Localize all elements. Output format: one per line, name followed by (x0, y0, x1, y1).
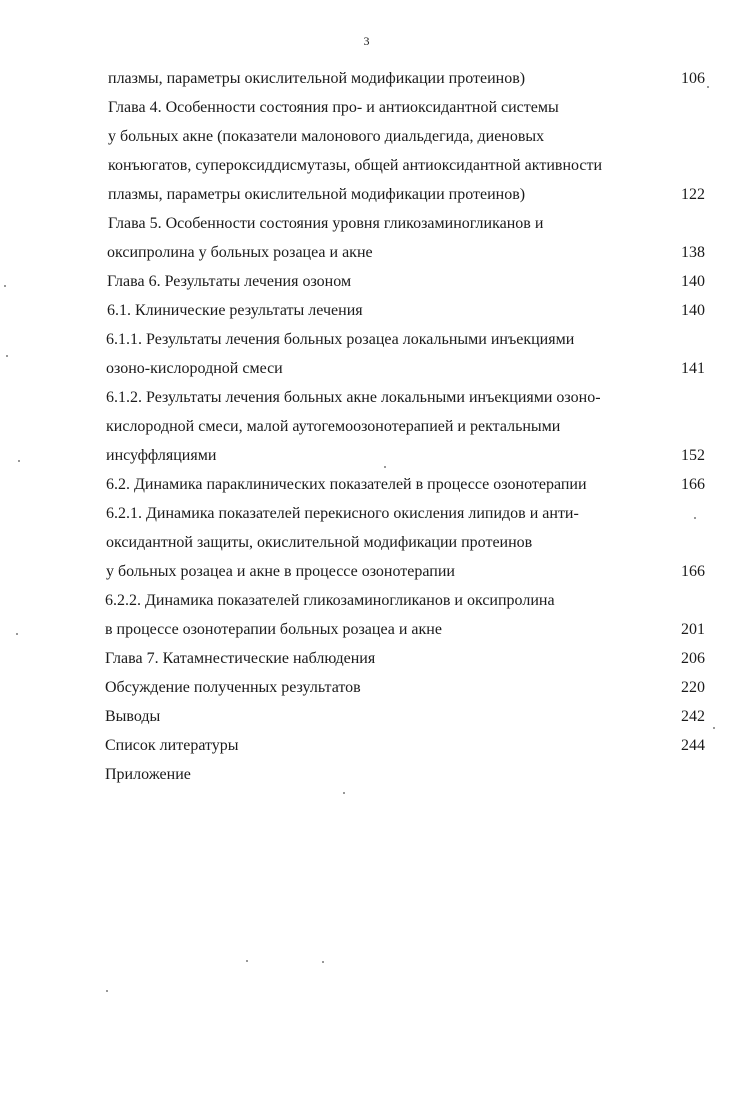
toc-entry (0, 209, 733, 238)
toc-entry-page: 201 (681, 621, 705, 638)
scan-speck (694, 517, 696, 519)
toc-entry-text: инсуффляциями (106, 447, 217, 464)
toc-entry (0, 296, 733, 325)
toc-entry-text: 6.2.1. Динамика показателей перекисного окисления липидов и анти- (106, 505, 579, 522)
toc-entry-text: 6.1. Клинические результаты лечения (107, 302, 363, 319)
toc-entry-text: конъюгатов, супероксиддисмутазы, общей антиоксидантной активности (108, 157, 603, 174)
toc-entry-page: 106 (681, 70, 705, 87)
scan-speck (16, 633, 18, 635)
toc-entry (0, 354, 733, 383)
toc-entry-text: плазмы, параметры окислительной модификации протеинов) (108, 70, 526, 87)
toc-entry (0, 122, 733, 151)
toc-entry-page: 152 (681, 447, 705, 464)
toc-entry-text: Глава 5. Особенности состояния уровня гликозаминогликанов и (108, 215, 544, 232)
toc-entry-text: озоно-кислородной смеси (106, 360, 283, 377)
toc-entry (0, 412, 733, 441)
toc-entry-text: у больных акне (показатели малонового диальдегида, диеновых (108, 128, 545, 145)
toc-entry (0, 702, 733, 731)
toc-entry-page: 244 (681, 737, 705, 754)
toc-entry (0, 64, 733, 93)
toc-entry (0, 180, 733, 209)
scan-speck (343, 792, 345, 794)
toc-entry-page: 122 (681, 186, 705, 203)
scan-speck (384, 466, 386, 468)
scan-speck (18, 460, 20, 462)
toc-entry-text: Приложение (105, 766, 191, 783)
toc-entry (0, 731, 733, 760)
toc-entry-text: оксипролина у больных розацеа и акне (107, 244, 373, 261)
toc-entry-text: 6.1.1. Результаты лечения больных розацеа локальными инъекциями (106, 331, 575, 348)
table-of-contents (0, 64, 733, 789)
toc-entry-page: 242 (681, 708, 705, 725)
scan-speck (713, 727, 715, 729)
toc-entry-page: 206 (681, 650, 705, 667)
toc-entry-text: 6.2. Динамика параклинических показателей в процессе озонотерапии (106, 476, 587, 493)
toc-entry (0, 644, 733, 673)
toc-entry (0, 93, 733, 122)
toc-entry-text: 6.2.2. Динамика показателей гликозаминогликанов и оксипролина (105, 592, 555, 609)
toc-entry (0, 383, 733, 412)
scan-speck (322, 961, 324, 963)
toc-entry (0, 470, 733, 499)
scan-speck (4, 285, 6, 287)
toc-entry-text: Выводы (105, 708, 161, 725)
toc-entry (0, 499, 733, 528)
page-number: 3 (363, 34, 370, 48)
toc-entry (0, 441, 733, 470)
toc-entry (0, 528, 733, 557)
toc-entry (0, 325, 733, 354)
toc-entry-text: Глава 7. Катамнестические наблюдения (105, 650, 376, 667)
toc-entry-page: 140 (681, 273, 705, 290)
toc-entry-text: в процессе озонотерапии больных розацеа и акне (105, 621, 442, 638)
toc-entry-text: Глава 4. Особенности состояния про- и антиоксидантной системы (108, 99, 559, 116)
toc-entry-text: 6.1.2. Результаты лечения больных акне локальными инъекциями озоно- (106, 389, 601, 406)
scan-speck (707, 86, 709, 88)
toc-entry (0, 615, 733, 644)
toc-entry-text: у больных розацеа и акне в процессе озонотерапии (106, 563, 455, 580)
scan-speck (246, 960, 248, 962)
scan-speck (6, 355, 8, 357)
toc-entry (0, 238, 733, 267)
toc-entry-text: Глава 6. Результаты лечения озоном (107, 273, 352, 290)
toc-entry-page: 140 (681, 302, 705, 319)
toc-entry-page: 166 (681, 476, 705, 493)
toc-entry (0, 760, 733, 789)
scan-speck (106, 990, 108, 992)
toc-entry-page: 220 (681, 679, 705, 696)
toc-entry-text: Обсуждение полученных результатов (105, 679, 361, 696)
toc-entry-text: кислородной смеси, малой аутогемоозонотерапией и ректальными (106, 418, 561, 435)
toc-entry (0, 151, 733, 180)
toc-entry (0, 557, 733, 586)
toc-entry-text: оксидантной защиты, окислительной модификации протеинов (106, 534, 533, 551)
toc-entry-page: 166 (681, 563, 705, 580)
toc-entry (0, 267, 733, 296)
toc-entry-page: 138 (681, 244, 705, 261)
toc-entry-text: Список литературы (105, 737, 239, 754)
toc-entry (0, 586, 733, 615)
toc-entry-page: 141 (681, 360, 705, 377)
toc-entry-text: плазмы, параметры окислительной модификации протеинов) (108, 186, 526, 203)
toc-entry (0, 673, 733, 702)
